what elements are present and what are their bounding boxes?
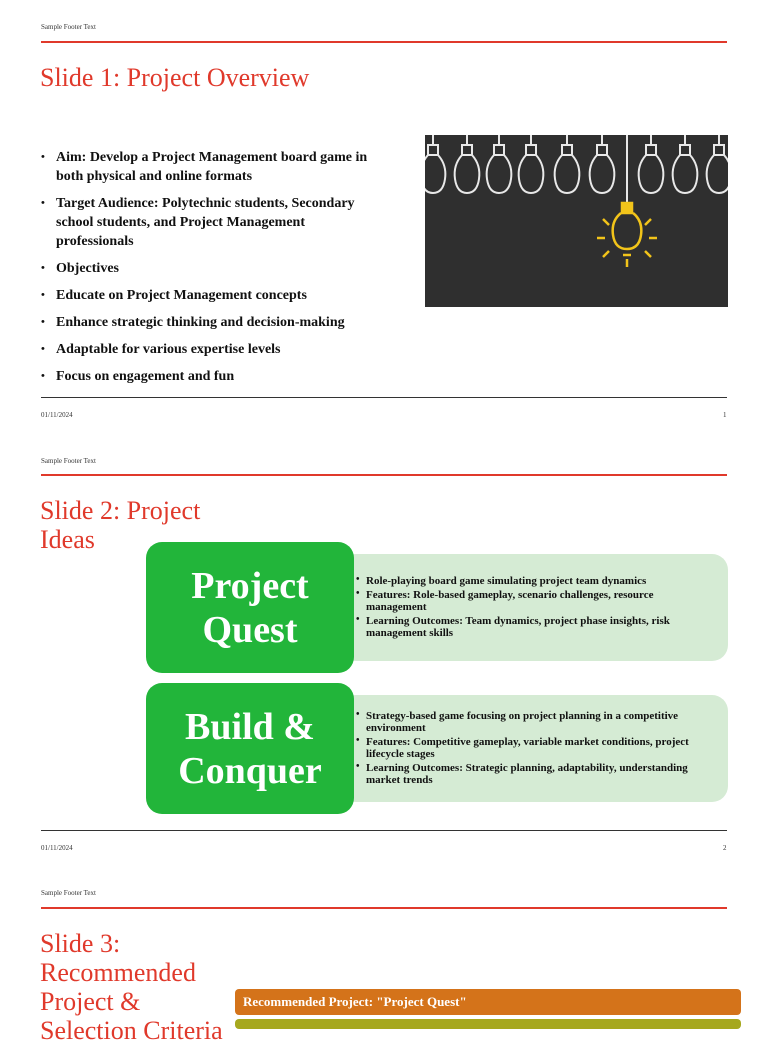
slide-3-title-line: Recommended bbox=[40, 958, 196, 987]
page-number: 1 bbox=[723, 411, 727, 419]
idea-name-line: Project bbox=[191, 564, 309, 607]
lightbulbs-illustration bbox=[425, 135, 728, 307]
idea-details-project-quest bbox=[340, 554, 728, 661]
slide-1-bullets bbox=[41, 148, 386, 394]
slide-2-title-line: Slide 2: Project bbox=[40, 496, 201, 525]
header-rule bbox=[41, 41, 727, 43]
bullet-item: • Adaptable for various expertise levels bbox=[41, 340, 386, 359]
idea-name-line: Build & bbox=[185, 705, 315, 748]
slide-1-title: Slide 1: Project Overview bbox=[40, 63, 310, 92]
footer-rule bbox=[41, 397, 727, 398]
bullet-item: • Target Audience: Polytechnic students, Secondary school students, and Project Management professionals bbox=[41, 194, 386, 251]
idea-details-build-conquer bbox=[340, 695, 728, 802]
bullet-item: • Educate on Project Management concepts bbox=[41, 286, 386, 305]
idea-name-project-quest bbox=[146, 542, 354, 673]
idea-point: • Features: Competitive gameplay, variable market conditions, project lifecycle stages bbox=[354, 736, 710, 760]
selection-criteria-bar bbox=[235, 1019, 741, 1029]
page-number: 2 bbox=[723, 844, 727, 852]
slide-date: 01/11/2024 bbox=[41, 844, 73, 852]
slide-3-title-line: Selection Criteria bbox=[40, 1016, 223, 1045]
slide-3-title bbox=[40, 929, 223, 1045]
idea-name-line: Quest bbox=[202, 608, 298, 651]
idea-name-line: Conquer bbox=[178, 749, 322, 792]
idea-name-build-conquer bbox=[146, 683, 354, 814]
slide-3-title-line: Slide 3: bbox=[40, 929, 121, 958]
footer-rule bbox=[41, 830, 727, 831]
idea-point: • Features: Role-based gameplay, scenario challenges, resource management bbox=[354, 589, 710, 613]
footer-text: Sample Footer Text bbox=[41, 457, 96, 465]
bullet-item: • Objectives bbox=[41, 259, 386, 278]
bullet-item: • Enhance strategic thinking and decision-making bbox=[41, 313, 386, 332]
bullet-item: • Aim: Develop a Project Management board game in both physical and online formats bbox=[41, 148, 386, 186]
idea-points bbox=[354, 710, 728, 788]
idea-point: • Learning Outcomes: Strategic planning, adaptability, understanding market trends bbox=[354, 762, 710, 786]
lightbulb-image bbox=[425, 135, 728, 307]
idea-point: • Strategy-based game focusing on project planning in a competitive environment bbox=[354, 710, 710, 734]
header-rule bbox=[41, 474, 727, 476]
footer-text: Sample Footer Text bbox=[41, 23, 96, 31]
bullet-item: • Focus on engagement and fun bbox=[41, 367, 386, 386]
slide-2-title-line: Ideas bbox=[40, 525, 95, 554]
header-rule bbox=[41, 907, 727, 909]
idea-point: • Role-playing board game simulating project team dynamics bbox=[354, 575, 710, 587]
slide-3-title-line: Project & bbox=[40, 987, 141, 1016]
footer-text: Sample Footer Text bbox=[41, 889, 96, 897]
slide-date: 01/11/2024 bbox=[41, 411, 73, 419]
recommended-project-bar: Recommended Project: "Project Quest" bbox=[235, 989, 741, 1015]
idea-points bbox=[354, 575, 728, 641]
idea-point: • Learning Outcomes: Team dynamics, project phase insights, risk management skills bbox=[354, 615, 710, 639]
